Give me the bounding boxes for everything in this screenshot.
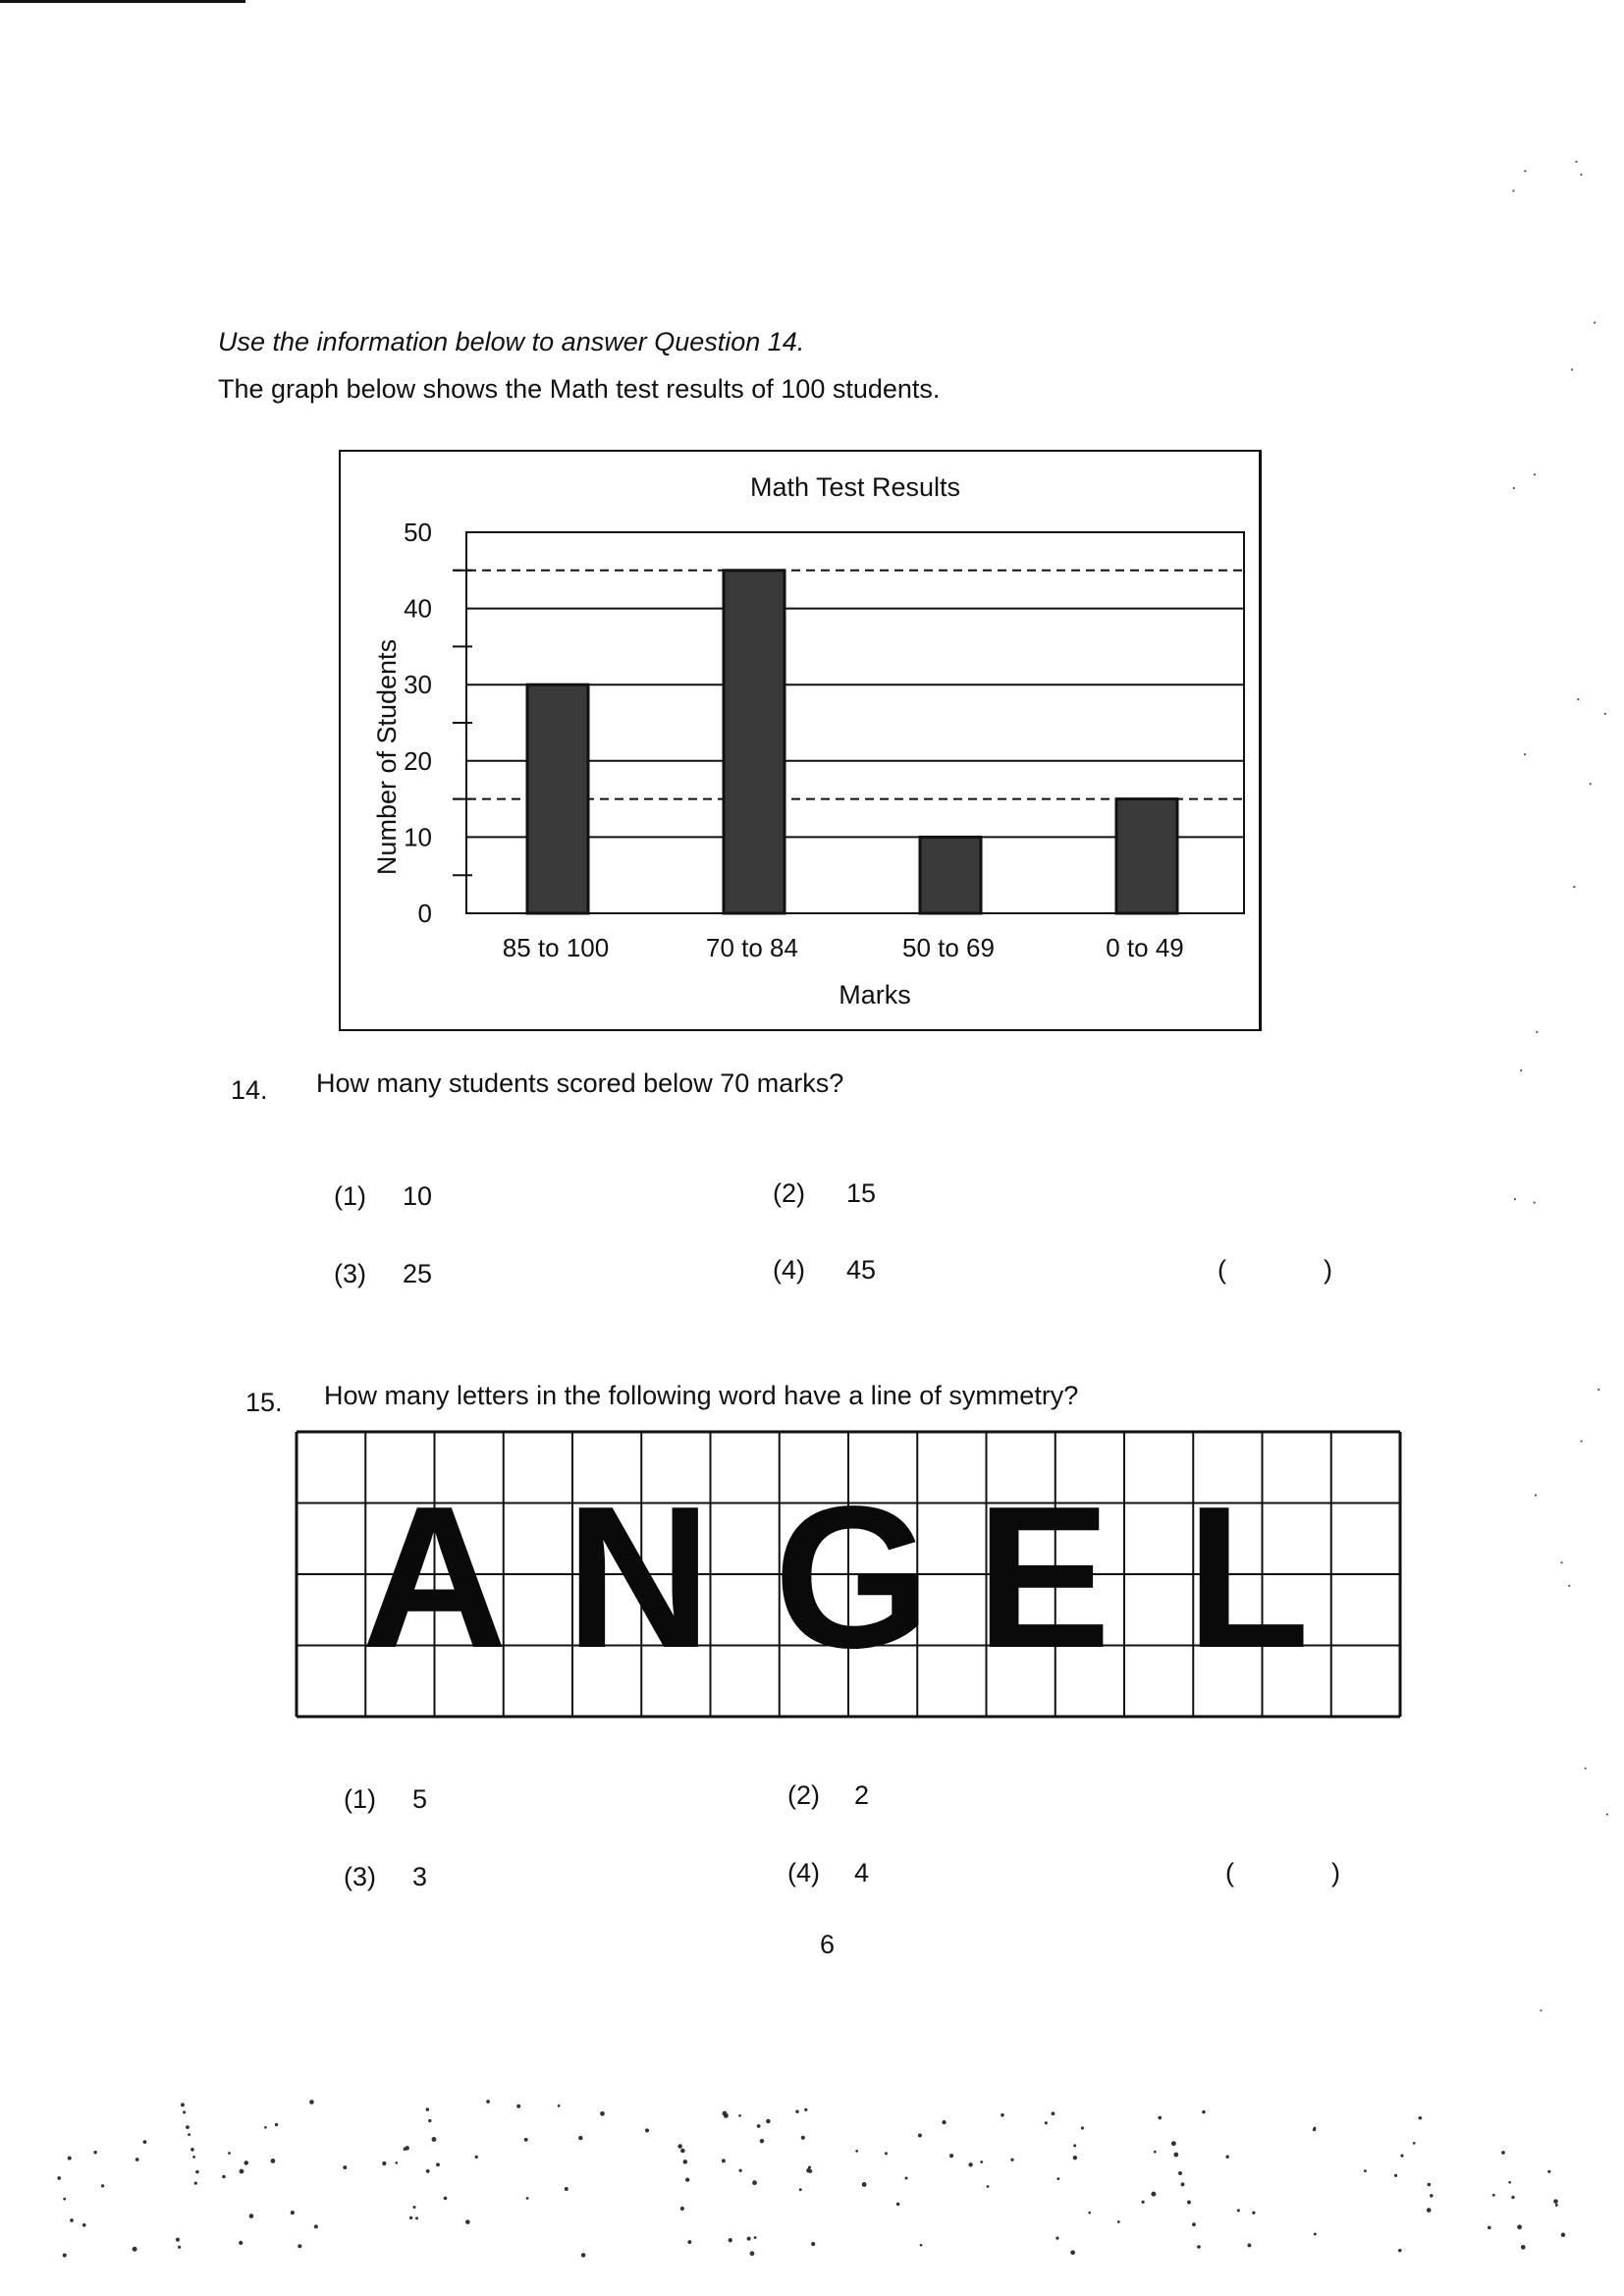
speckle: [795, 2110, 798, 2113]
speckle: [1512, 190, 1514, 191]
speckle: [135, 2158, 139, 2161]
q14-option-3-num: (3): [334, 1259, 366, 1288]
speckle: [1173, 2153, 1178, 2158]
speckle: [343, 2165, 347, 2169]
speckle: [1364, 2169, 1367, 2172]
speckle: [1590, 783, 1592, 785]
letter-g: G: [774, 1464, 932, 1690]
speckle: [314, 2224, 318, 2228]
speckle: [516, 2105, 520, 2108]
speckle: [143, 2140, 147, 2144]
speckle: [1192, 2222, 1196, 2226]
q15-answer-open: (: [1225, 1858, 1234, 1887]
speckle: [249, 2214, 254, 2218]
speckle: [309, 2100, 314, 2105]
speckle: [1056, 2177, 1059, 2180]
speckle: [432, 2137, 437, 2142]
q15-option-3-value: 3: [412, 1862, 428, 1891]
x-axis-label: Marks: [839, 980, 911, 1010]
speckle: [404, 2147, 407, 2151]
speckle: [244, 2160, 248, 2165]
speckle: [1534, 473, 1536, 475]
speckle: [1585, 1768, 1587, 1770]
speckle: [1419, 2116, 1423, 2120]
speckle: [1247, 2243, 1251, 2247]
speckle: [1513, 487, 1515, 489]
speckle: [747, 2237, 751, 2241]
speckle: [1088, 2212, 1091, 2214]
y-axis-label: Number of Students: [372, 638, 402, 876]
speckle: [1056, 2237, 1058, 2240]
q15-option-2-value: 2: [854, 1780, 870, 1810]
x-tick-label-3: 0 to 49: [1106, 933, 1184, 962]
speckle: [687, 2240, 691, 2244]
speckle: [275, 2123, 278, 2126]
q15-number: 15.: [245, 1388, 283, 1417]
speckle: [188, 2133, 190, 2136]
speckle: [486, 2100, 490, 2104]
speckle: [1492, 2194, 1495, 2197]
instruction: Use the information below to answer Question 14.: [218, 327, 805, 356]
speckle: [1594, 321, 1596, 323]
speckle: [271, 2159, 276, 2163]
speckle: [526, 2197, 529, 2200]
speckle: [752, 2180, 757, 2185]
speckle: [1568, 1585, 1570, 1587]
speckle: [415, 2216, 418, 2219]
speckle: [920, 2244, 923, 2247]
speckle: [1555, 2204, 1558, 2207]
q14-option-2-num: (2): [773, 1178, 805, 1208]
speckle: [1604, 713, 1606, 715]
x-tick-label-2: 50 to 69: [902, 933, 995, 962]
q14-option-2-value: 15: [846, 1178, 877, 1208]
speckle: [723, 2111, 728, 2116]
speckle: [600, 2111, 605, 2116]
speckle: [1197, 2245, 1201, 2249]
q15-option-4-num: (4): [787, 1858, 820, 1887]
speckle: [766, 2119, 771, 2124]
q15-answer-close: ): [1331, 1858, 1340, 1887]
speckle: [291, 2211, 295, 2214]
speckle: [1252, 2212, 1255, 2214]
speckle: [1171, 2141, 1176, 2146]
x-tick-label-0: 85 to 100: [502, 933, 610, 962]
speckle: [1517, 2224, 1522, 2229]
y-tick-label-0: 0: [417, 899, 432, 928]
speckle: [1571, 368, 1573, 370]
q15-option-1-value: 5: [412, 1784, 428, 1814]
speckle: [1536, 1031, 1538, 1033]
speckle: [1081, 2126, 1084, 2129]
q15-option-3-num: (3): [344, 1862, 376, 1891]
speckle: [1524, 753, 1526, 755]
q15-option-1-num: (1): [344, 1784, 376, 1814]
speckle: [1178, 2171, 1182, 2175]
speckle: [395, 2161, 398, 2164]
speckle: [195, 2170, 199, 2174]
speckle: [57, 2176, 61, 2180]
speckle: [1117, 2220, 1120, 2223]
speckle: [685, 2177, 689, 2181]
speckle: [436, 2162, 440, 2166]
letter-l: L: [1186, 1464, 1310, 1690]
y-tick-label-50: 50: [404, 518, 432, 547]
speckle: [426, 2169, 430, 2173]
speckle: [1001, 2113, 1004, 2117]
speckle: [760, 2139, 764, 2143]
speckle: [896, 2203, 900, 2207]
speckle: [1141, 2201, 1144, 2204]
speckle: [70, 2218, 74, 2222]
speckle: [1427, 2208, 1432, 2213]
speckle: [101, 2184, 104, 2187]
speckle: [190, 2148, 194, 2152]
speckle: [1151, 2192, 1156, 2197]
speckle: [804, 2108, 807, 2111]
speckle: [578, 2136, 582, 2140]
speckle: [1577, 698, 1579, 700]
speckle: [1045, 2121, 1048, 2124]
q15-option-2-num: (2): [787, 1780, 820, 1810]
speckle: [942, 2120, 946, 2124]
speckle: [133, 2247, 137, 2252]
speckle: [298, 2244, 301, 2248]
speckle: [750, 2251, 755, 2256]
speckle: [1534, 1201, 1536, 1203]
speckle: [1394, 2174, 1397, 2177]
speckle: [1237, 2209, 1240, 2212]
y-tick-label-20: 20: [404, 745, 432, 776]
speckle: [1488, 2226, 1491, 2230]
speckle: [968, 2162, 972, 2166]
speckle: [1400, 2155, 1403, 2158]
speckle: [181, 2103, 185, 2106]
page-number: 6: [820, 1930, 836, 1959]
speckle: [1398, 2249, 1402, 2253]
speckle: [558, 2105, 561, 2107]
speckle: [1573, 886, 1575, 888]
speckle: [63, 2254, 67, 2258]
speckle: [194, 2182, 197, 2185]
speckle: [918, 2133, 922, 2137]
speckle: [855, 2150, 858, 2153]
speckle: [186, 2125, 189, 2129]
q14-option-4-num: (4): [773, 1255, 805, 1285]
speckle: [1514, 1198, 1516, 1200]
speckle: [1413, 2142, 1416, 2145]
speckle: [1520, 1069, 1522, 1071]
speckle: [1511, 2196, 1514, 2199]
speckle: [1540, 2009, 1542, 2011]
letter-a: A: [361, 1464, 508, 1690]
speckle: [1187, 2200, 1191, 2204]
speckle: [565, 2187, 568, 2191]
speckle: [1202, 2110, 1206, 2114]
speckle: [987, 2185, 990, 2188]
speckle: [738, 2114, 741, 2117]
speckle: [1428, 2183, 1432, 2187]
speckle: [677, 2144, 681, 2148]
speckle: [239, 2241, 243, 2245]
speckle: [754, 2236, 757, 2239]
speckle: [905, 2176, 908, 2179]
speckle: [1070, 2250, 1075, 2255]
speckle: [729, 2238, 732, 2242]
letter-e: E: [976, 1464, 1111, 1690]
speckle: [1052, 2111, 1056, 2115]
speckle: [1561, 2233, 1565, 2237]
speckle: [1524, 170, 1526, 172]
speckle: [68, 2157, 72, 2160]
speckle: [722, 2159, 726, 2162]
speckle: [1181, 2182, 1185, 2186]
speckle: [240, 2169, 244, 2174]
speckle: [680, 2149, 685, 2154]
q14-option-3-value: 25: [403, 1259, 433, 1288]
speckle: [176, 2238, 180, 2242]
speckle: [1560, 1561, 1562, 1563]
speckle: [801, 2136, 805, 2140]
speckle: [1597, 1389, 1599, 1391]
speckle: [811, 2242, 815, 2246]
speckle: [680, 2207, 684, 2211]
q14-answer-close: ): [1324, 1255, 1332, 1285]
speckle: [63, 2198, 66, 2201]
speckle: [264, 2126, 267, 2129]
speckle: [1073, 2144, 1076, 2147]
speckle: [808, 2166, 811, 2169]
speckle: [444, 2197, 448, 2201]
speckle: [799, 2188, 802, 2191]
q14-option-4-value: 45: [846, 1255, 877, 1285]
speckle: [1073, 2156, 1077, 2159]
speckle: [645, 2128, 649, 2132]
speckle: [1225, 2156, 1228, 2159]
speckle: [581, 2253, 586, 2258]
speckle: [1314, 2232, 1317, 2235]
q14-number: 14.: [231, 1075, 268, 1105]
speckle: [228, 2152, 231, 2155]
speckle: [980, 2160, 983, 2163]
speckle: [1313, 2128, 1316, 2131]
speckle: [93, 2151, 96, 2154]
letter-n: N: [566, 1464, 712, 1690]
speckle: [1158, 2116, 1162, 2120]
speckle: [885, 2152, 888, 2155]
speckle: [428, 2119, 431, 2122]
speckle: [178, 2246, 181, 2249]
y-tick-label-40: 40: [404, 593, 432, 624]
speckle: [409, 2216, 412, 2219]
speckle: [1508, 2181, 1511, 2184]
speckle: [862, 2182, 867, 2187]
speckle: [1580, 1440, 1582, 1442]
speckle: [192, 2156, 195, 2159]
speckle: [413, 2206, 416, 2209]
speckle: [1580, 174, 1582, 176]
speckle: [426, 2107, 429, 2110]
speckle: [475, 2156, 478, 2159]
y-tick-label-10: 10: [404, 822, 432, 852]
speckle: [683, 2159, 687, 2163]
q14-text: How many students scored below 70 marks?: [316, 1068, 844, 1098]
speckle: [1010, 2159, 1013, 2161]
speckle: [1606, 1813, 1608, 1815]
speckle: [1521, 2245, 1526, 2250]
speckle: [1547, 2170, 1550, 2173]
speckle: [949, 2154, 953, 2158]
speckle: [1575, 161, 1577, 163]
speckle: [183, 2110, 186, 2113]
speckle: [82, 2223, 86, 2227]
speckle: [465, 2219, 470, 2224]
q14-option-1-num: (1): [334, 1181, 366, 1211]
q14-option-1-value: 10: [403, 1181, 433, 1211]
speckle: [1501, 2151, 1505, 2155]
speckle: [739, 2169, 742, 2172]
speckle: [1154, 2151, 1157, 2154]
x-tick-label-1: 70 to 84: [706, 933, 798, 962]
speckle: [808, 2169, 812, 2173]
speckle: [222, 2175, 226, 2179]
speckle: [524, 2138, 528, 2142]
speckle: [1430, 2194, 1434, 2198]
graph-description: The graph below shows the Math test results of 100 students.: [218, 374, 941, 404]
q15-option-4-value: 4: [854, 1858, 870, 1887]
q15-text: How many letters in the following word have a line of symmetry?: [324, 1381, 1079, 1410]
speckle: [1535, 1495, 1537, 1497]
q14-answer-open: (: [1218, 1255, 1226, 1285]
speckle: [382, 2161, 386, 2165]
speckle: [1553, 2199, 1558, 2204]
chart-title: Math Test Results: [749, 472, 961, 502]
speckle: [757, 2124, 761, 2128]
y-tick-label-30: 30: [404, 670, 432, 700]
